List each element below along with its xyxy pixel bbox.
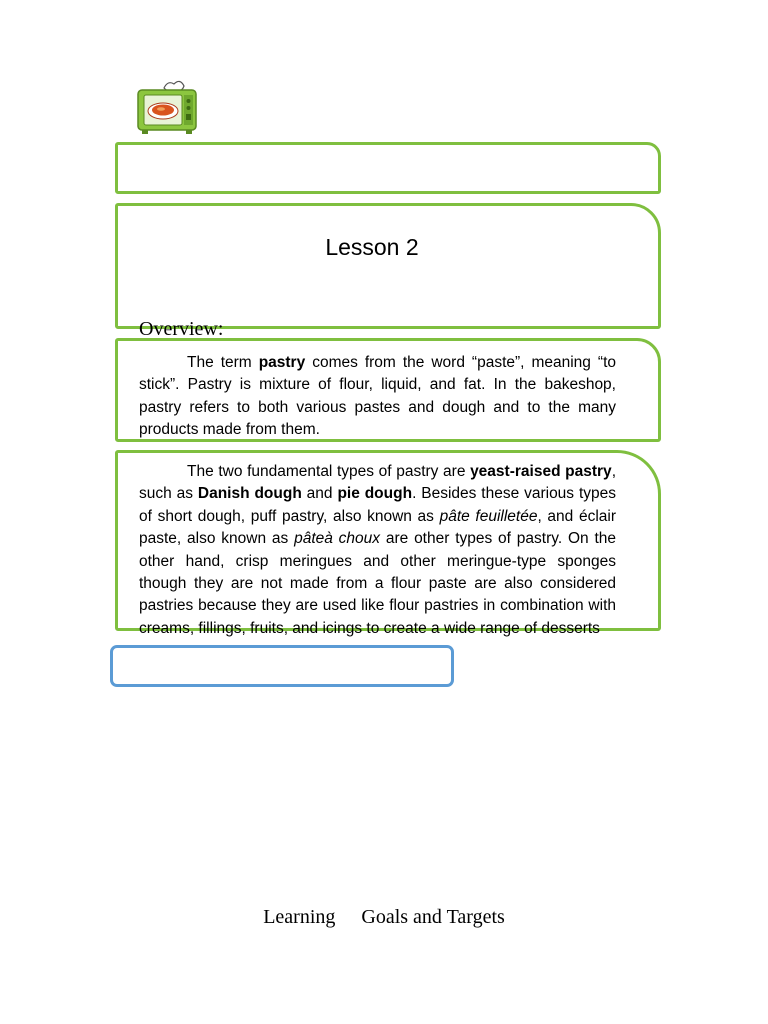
selection-rectangle[interactable] (110, 645, 454, 687)
lesson-title: Lesson 2 (325, 234, 419, 260)
microwave-oven-icon (134, 78, 202, 136)
footer-goals-targets: Goals and Targets (361, 906, 505, 928)
footer-heading (0, 906, 768, 929)
footer-word-learning: Learning (263, 906, 336, 928)
overview-heading: Overview: (139, 318, 224, 340)
paragraph-pastry-definition: The term pastry comes from the word “paste”, meaning “to stick”. Pastry is mixture of flour, liquid, and fat. In the bakeshop, pastry refers to both various pastes and dough and to the many products made from them. (139, 354, 616, 439)
lesson-box (115, 203, 661, 329)
title-box (115, 142, 661, 194)
paragraph-pastry-types: The two fundamental types of pastry are yeast-raised pastry, such as Danish dough and pie dough. Besides these various types of short dough, puff pastry, also known as pâte feuilletée, and éclair paste, also known as pâteà choux are other types of pastry. On the other hand, crisp meringues and other meringue-type sponges though they are not made from a flour paste are also considered pastries because they are used like flour pastries in combination with creams, fillings, fruits, and icings to create a wide range of desserts (139, 463, 616, 637)
